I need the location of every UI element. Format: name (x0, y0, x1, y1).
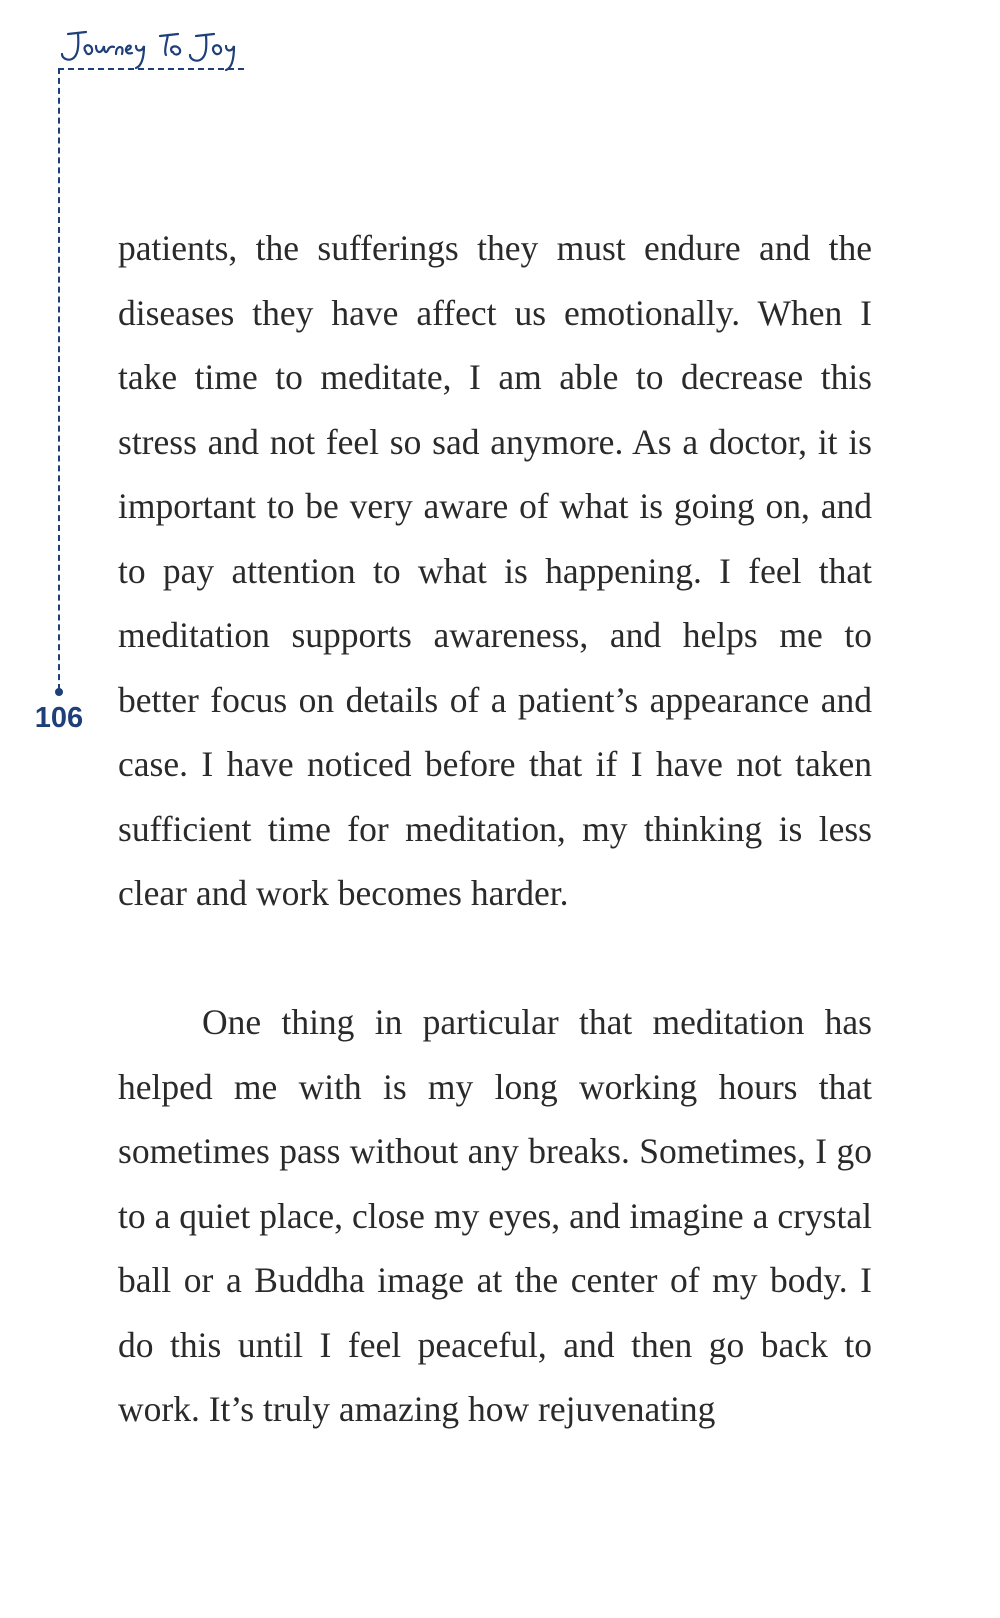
paragraph: One thing in particular that meditation has helped me with is my long working hours that sometimes pass without any breaks. Sometimes, I go to a quiet place, close my eyes, and imagine a crystal ball or a Buddha image at the center of my body. I do this until I feel peaceful, and then go back to work. It’s truly amazing how rejuvenating (118, 1002, 872, 1429)
frame-end-dot (55, 688, 63, 696)
body-text (118, 216, 872, 1442)
paragraph: patients, the sufferings they must endure and the diseases they have affect us emotionally. When I take time to meditate, I am able to decrease this stress and not feel so sad anymore. As a doctor, it is important to be very aware of what is going on, and to pay attention to what is happening. I feel that meditation supports awareness, and helps me to better focus on details of a patient’s appearance and case. I have noticed before that if I have not taken sufficient time for meditation, my thinking is less clear and work becomes harder. (118, 228, 872, 913)
frame-side-rule (58, 68, 60, 690)
frame-top-rule (58, 68, 244, 70)
page-number: 106 (34, 702, 84, 734)
